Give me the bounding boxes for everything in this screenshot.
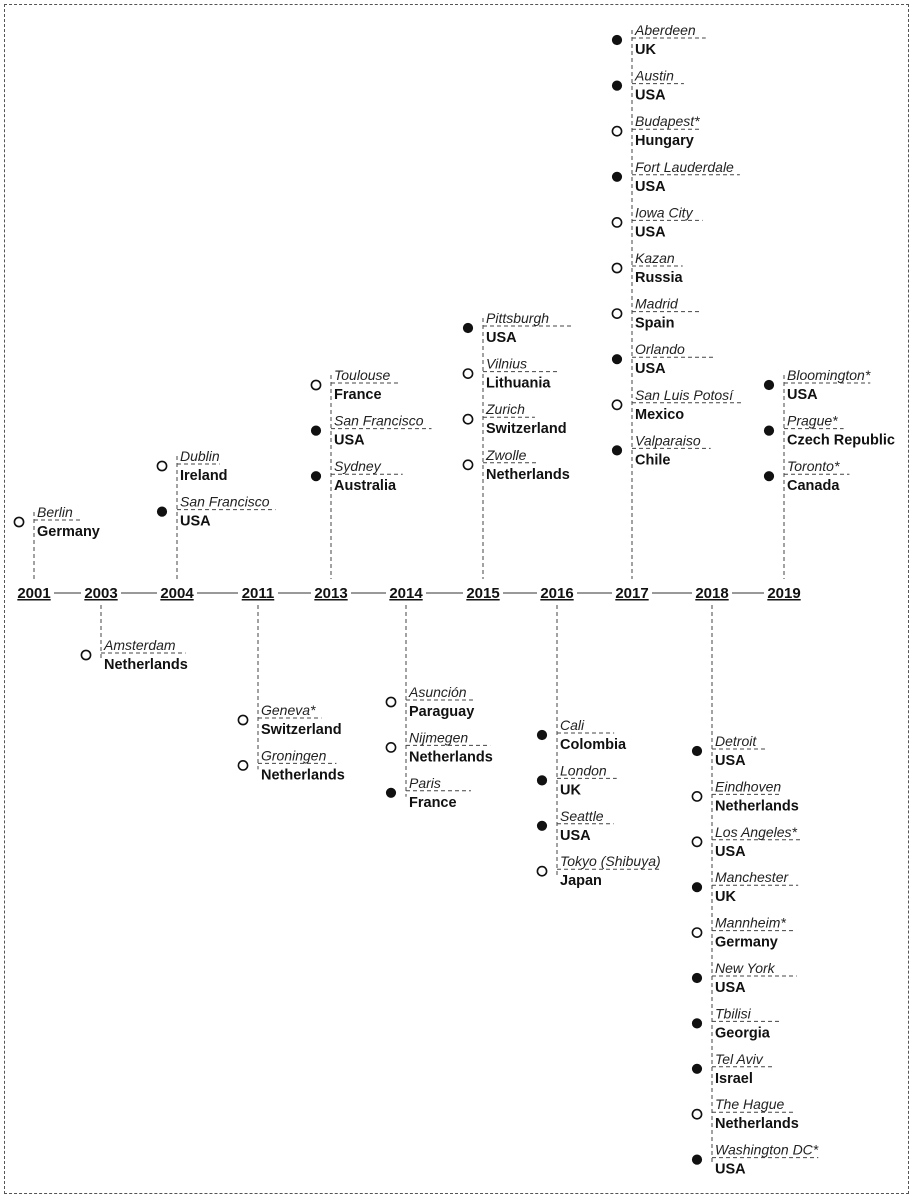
- year-label-2004: 2004: [160, 585, 194, 602]
- filled-circle-marker: [612, 81, 621, 90]
- country-label: Netherlands: [715, 798, 799, 815]
- open-circle-marker: [157, 461, 166, 470]
- country-label: Netherlands: [104, 657, 188, 673]
- country-label: USA: [635, 361, 666, 378]
- filled-circle-marker: [612, 35, 621, 44]
- entry-dublin: [157, 448, 227, 484]
- entry-tbilisi: [692, 1005, 780, 1041]
- country-label: UK: [560, 782, 581, 799]
- city-label: Sydney: [334, 458, 381, 475]
- country-label: Czech Republic: [787, 432, 895, 449]
- entry-new-york: [692, 960, 796, 996]
- city-label: Iowa City: [635, 204, 693, 221]
- year-label-2014: 2014: [389, 585, 423, 602]
- year-label-2011: 2011: [241, 585, 275, 602]
- country-label: USA: [635, 224, 666, 241]
- year-label-2001: 2001: [17, 585, 51, 602]
- country-label: Germany: [37, 524, 100, 540]
- country-label: Netherlands: [715, 1116, 799, 1133]
- country-label: USA: [635, 87, 666, 104]
- entry-amsterdam: [81, 637, 187, 673]
- city-label: Amsterdam: [104, 637, 176, 653]
- country-label: USA: [180, 513, 211, 530]
- entry-vilnius: [463, 356, 557, 392]
- entry-austin: [612, 68, 684, 104]
- entry-aberdeen: [612, 22, 705, 58]
- entry-toulouse: [311, 367, 400, 403]
- city-label: Zwolle: [486, 446, 527, 463]
- city-label: San Francisco: [180, 493, 270, 510]
- entry-zwolle: [463, 447, 569, 483]
- year-label-2018: 2018: [695, 585, 729, 602]
- country-label: USA: [715, 1161, 746, 1178]
- filled-circle-marker: [692, 1064, 701, 1073]
- country-label: UK: [715, 889, 736, 906]
- filled-circle-marker: [386, 788, 395, 797]
- open-circle-marker: [612, 309, 621, 318]
- filled-circle-marker: [537, 730, 546, 739]
- city-label: Austin: [635, 67, 674, 84]
- city-label: Tel Aviv: [715, 1050, 763, 1067]
- open-circle-marker: [612, 263, 621, 272]
- entry-los-angeles: [692, 824, 803, 860]
- entry-san-francisco: [157, 494, 275, 530]
- entry-tokyo-shibuya: [537, 853, 660, 889]
- country-label: Netherlands: [409, 749, 493, 766]
- entry-valparaiso: [612, 432, 710, 468]
- country-label: Colombia: [560, 737, 627, 753]
- year-label-2019: 2019: [767, 585, 801, 602]
- city-label: Tokyo (Shibuya): [560, 853, 661, 870]
- open-circle-marker: [311, 380, 320, 389]
- city-label: Paris: [409, 774, 441, 791]
- entry-manchester: [692, 869, 798, 905]
- country-label: Switzerland: [486, 421, 567, 438]
- filled-circle-marker: [157, 507, 166, 516]
- city-label: Toronto*: [787, 458, 840, 475]
- year-label-2015: 2015: [466, 585, 500, 602]
- filled-circle-marker: [612, 172, 621, 181]
- open-circle-marker: [692, 792, 701, 801]
- entry-paris: [386, 775, 471, 811]
- city-label: Detroit: [715, 733, 757, 749]
- entry-iowa-city: [612, 204, 702, 240]
- entry-tel-aviv: [692, 1051, 772, 1087]
- city-label: Los Angeles*: [715, 823, 797, 840]
- country-label: USA: [715, 843, 746, 860]
- city-label: Zurich: [486, 401, 525, 418]
- country-label: France: [334, 387, 382, 403]
- city-label: The Hague: [715, 1096, 785, 1113]
- filled-circle-marker: [311, 472, 320, 481]
- city-label: Pittsburgh: [486, 310, 550, 326]
- open-circle-marker: [463, 369, 472, 378]
- country-label: Switzerland: [261, 722, 342, 738]
- filled-circle-marker: [537, 776, 546, 785]
- open-circle-marker: [692, 837, 701, 846]
- city-label: Aberdeen: [635, 22, 696, 38]
- country-label: Israel: [715, 1070, 753, 1087]
- open-circle-marker: [238, 715, 247, 724]
- open-circle-marker: [612, 400, 621, 409]
- country-label: Georgia: [715, 1025, 770, 1042]
- entry-london: [537, 762, 616, 798]
- open-circle-marker: [14, 517, 23, 526]
- open-circle-marker: [692, 928, 701, 937]
- city-label: Prague*: [787, 412, 838, 429]
- country-label: Paraguay: [409, 704, 475, 720]
- open-circle-marker: [692, 1110, 701, 1119]
- entry-the-hague: [692, 1096, 798, 1132]
- country-label: Chile: [635, 452, 671, 469]
- filled-circle-marker: [764, 426, 773, 435]
- city-label: Vilnius: [486, 355, 527, 372]
- entry-asunci-n: [386, 684, 474, 720]
- city-label: Kazan: [635, 250, 675, 266]
- open-circle-marker: [386, 743, 395, 752]
- filled-circle-marker: [692, 973, 701, 982]
- country-label: USA: [560, 827, 591, 844]
- country-label: USA: [715, 753, 746, 769]
- country-label: USA: [787, 387, 818, 403]
- filled-circle-marker: [612, 355, 621, 364]
- filled-circle-marker: [692, 883, 701, 892]
- city-label: Cali: [560, 717, 585, 733]
- entry-orlando: [612, 341, 714, 377]
- city-label: Mannheim*: [715, 914, 786, 931]
- city-label: Tbilisi: [715, 1005, 751, 1022]
- entry-madrid: [612, 296, 699, 332]
- entry-san-francisco: [311, 413, 431, 449]
- country-label: USA: [486, 330, 517, 346]
- open-circle-marker: [537, 867, 546, 876]
- entry-washington-dc: [692, 1142, 818, 1178]
- city-label: Fort Lauderdale: [635, 158, 734, 175]
- city-label: Nijmegen: [409, 729, 469, 746]
- open-circle-marker: [463, 415, 472, 424]
- year-label-2017: 2017: [615, 585, 649, 602]
- country-label: USA: [715, 980, 746, 996]
- city-label: Manchester: [715, 869, 789, 886]
- filled-circle-marker: [537, 821, 546, 830]
- entry-kazan: [612, 250, 683, 286]
- entry-geneva: [238, 702, 341, 738]
- filled-circle-marker: [692, 1019, 701, 1028]
- country-label: Germany: [715, 934, 778, 951]
- entry-detroit: [692, 733, 766, 769]
- filled-circle-marker: [612, 446, 621, 455]
- open-circle-marker: [612, 127, 621, 136]
- entry-nijmegen: [386, 729, 492, 765]
- city-label: Seattle: [560, 807, 604, 824]
- city-label: Budapest*: [635, 113, 700, 130]
- timeline-entries: [14, 22, 895, 1178]
- filled-circle-marker: [764, 380, 773, 389]
- timeline-axis: [17, 585, 800, 602]
- country-label: Russia: [635, 270, 683, 286]
- open-circle-marker: [463, 460, 472, 469]
- entry-eindhoven: [692, 778, 798, 814]
- entry-berlin: [14, 504, 99, 540]
- country-label: Spain: [635, 315, 675, 332]
- year-label-2003: 2003: [84, 585, 118, 602]
- city-label: Orlando: [635, 341, 685, 358]
- filled-circle-marker: [692, 1155, 701, 1164]
- country-label: USA: [334, 432, 365, 449]
- city-label: Geneva*: [261, 702, 316, 718]
- open-circle-marker: [238, 761, 247, 770]
- city-label: Bloomington*: [787, 367, 871, 383]
- entry-toronto: [764, 458, 849, 494]
- entry-mannheim: [692, 915, 793, 951]
- city-label: Asunción: [409, 684, 467, 700]
- entry-sydney: [311, 458, 402, 494]
- filled-circle-marker: [764, 472, 773, 481]
- open-circle-marker: [612, 218, 621, 227]
- city-label: Washington DC*: [715, 1141, 819, 1158]
- country-label: Lithuania: [486, 375, 551, 392]
- filled-circle-marker: [463, 323, 472, 332]
- country-label: USA: [635, 178, 666, 195]
- open-circle-marker: [81, 650, 90, 659]
- entry-bloomington: [764, 367, 870, 403]
- city-label: London: [560, 762, 607, 779]
- city-label: Eindhoven: [715, 778, 782, 795]
- country-label: Mexico: [635, 406, 685, 423]
- year-label-2013: 2013: [314, 585, 348, 602]
- entry-zurich: [463, 401, 566, 437]
- country-label: Japan: [560, 873, 602, 890]
- city-label: Madrid: [635, 295, 678, 312]
- entry-budapest: [612, 113, 700, 149]
- country-label: Hungary: [635, 133, 694, 150]
- country-label: Netherlands: [261, 767, 345, 784]
- city-label: Dublin: [180, 448, 220, 464]
- entry-pittsburgh: [463, 310, 571, 346]
- city-label: Groningen: [261, 747, 327, 764]
- country-label: Australia: [334, 478, 397, 495]
- country-label: UK: [635, 42, 656, 58]
- country-label: France: [409, 794, 457, 811]
- year-label-2016: 2016: [540, 585, 574, 602]
- country-label: Canada: [787, 478, 840, 495]
- entry-groningen: [238, 747, 344, 783]
- city-label: San Luis Potosí: [635, 386, 734, 403]
- city-label: New York: [715, 960, 775, 976]
- city-label: San Francisco: [334, 412, 424, 429]
- entry-cali: [537, 717, 627, 753]
- city-label: Toulouse: [334, 367, 391, 383]
- open-circle-marker: [386, 697, 395, 706]
- country-label: Ireland: [180, 468, 228, 484]
- city-label: Berlin: [37, 504, 73, 520]
- filled-circle-marker: [692, 746, 701, 755]
- entry-seattle: [537, 808, 613, 844]
- country-label: Netherlands: [486, 466, 570, 483]
- city-label: Valparaiso: [635, 432, 701, 449]
- filled-circle-marker: [311, 426, 320, 435]
